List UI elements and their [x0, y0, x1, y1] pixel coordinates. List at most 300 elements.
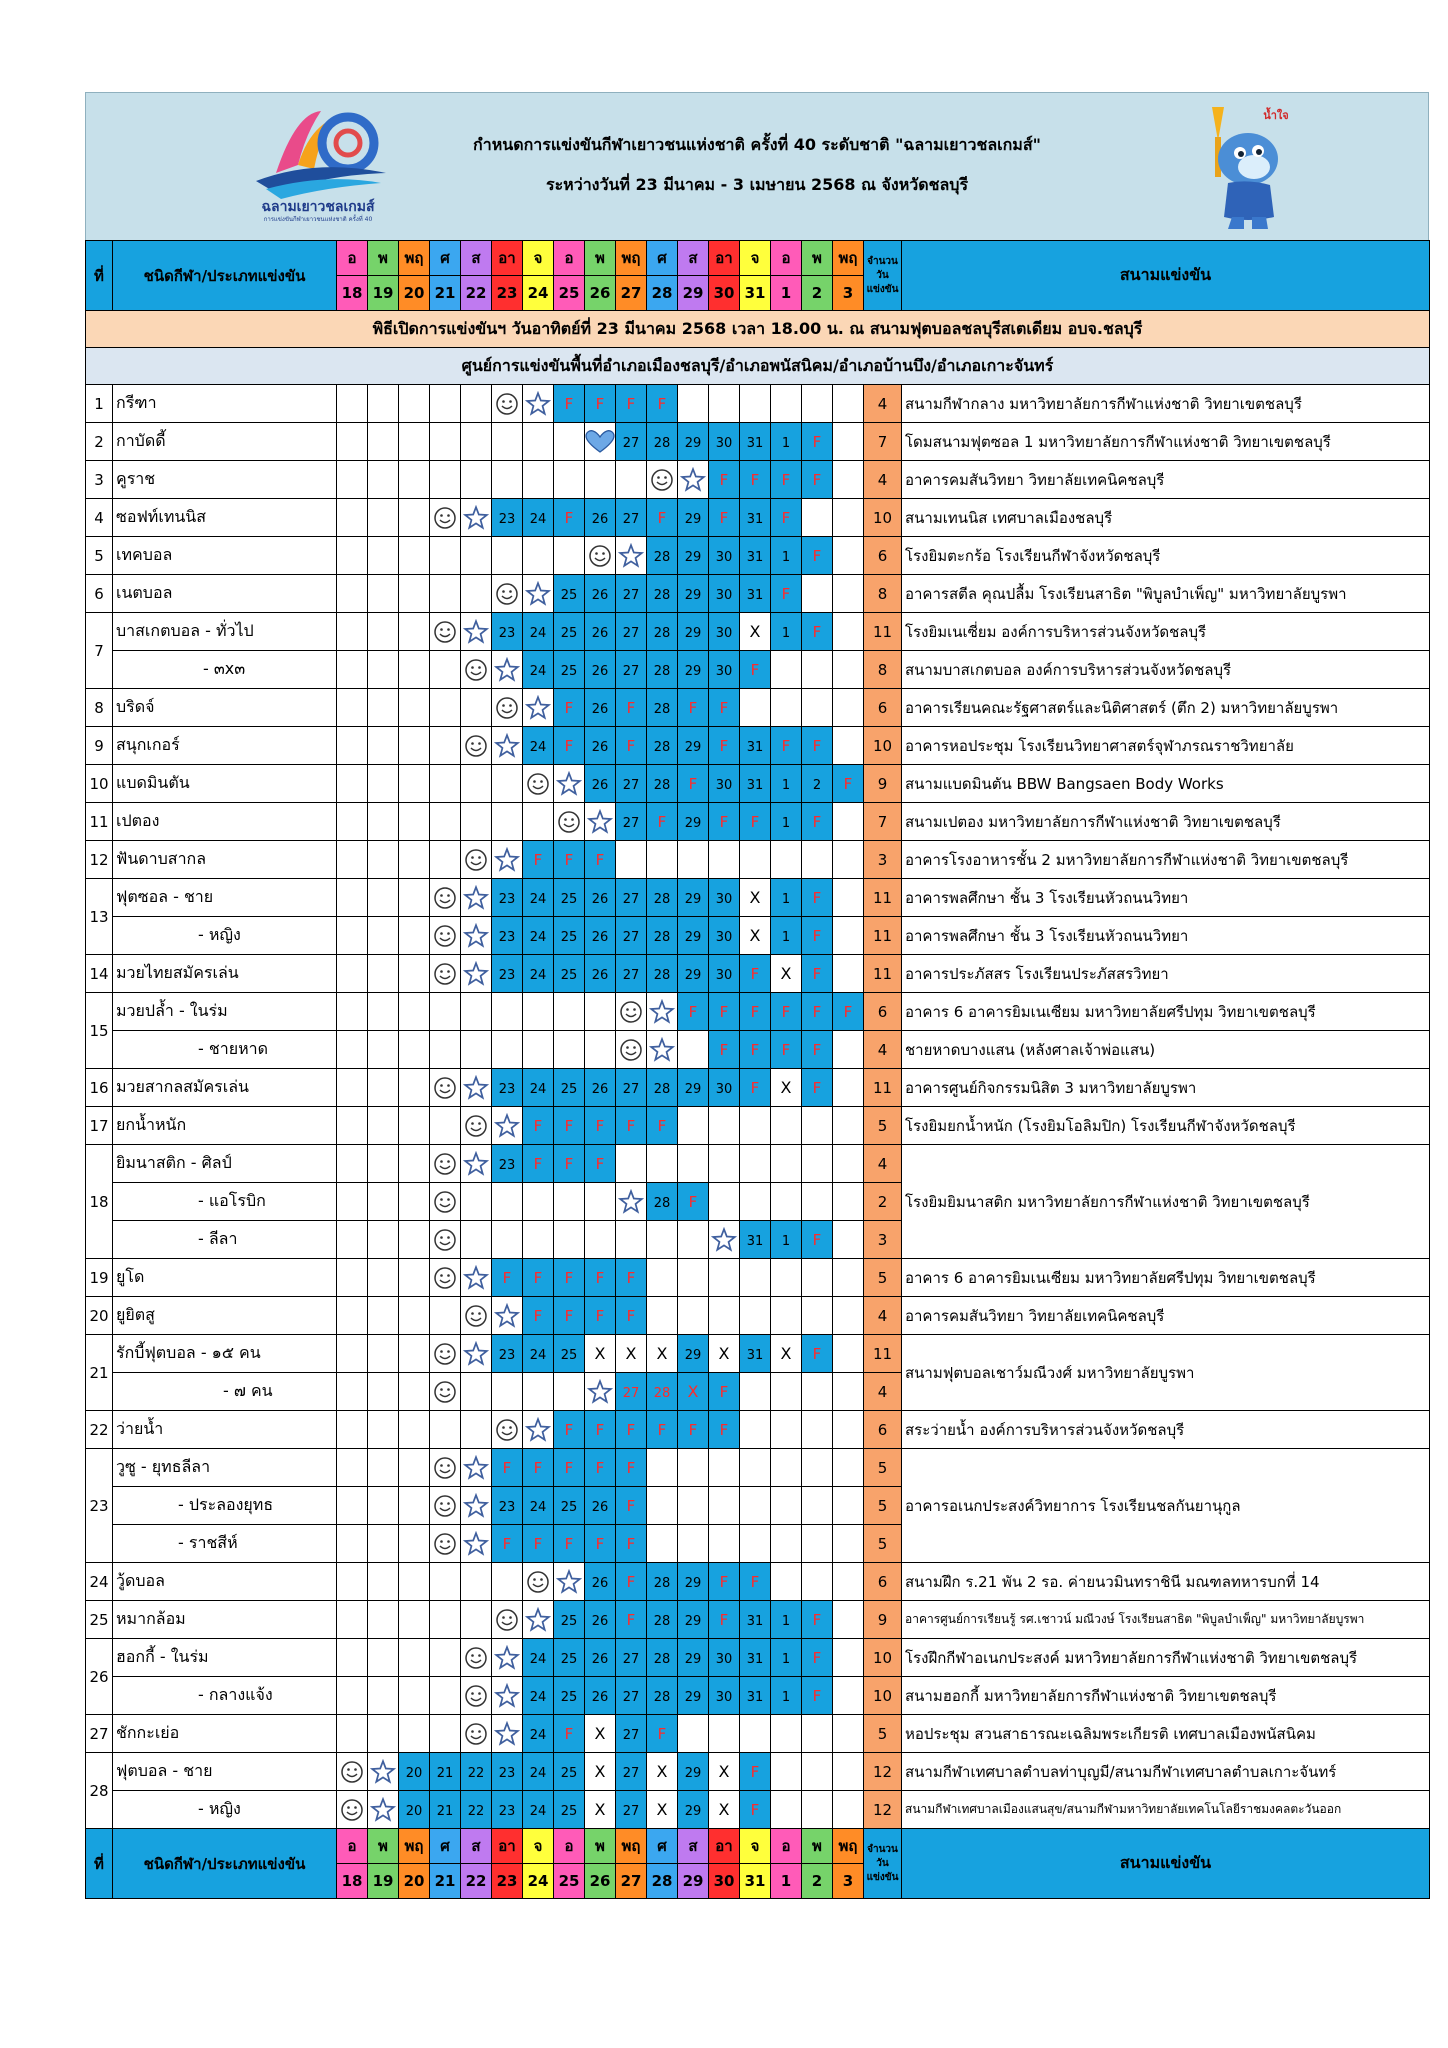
day-cell: [337, 1487, 368, 1525]
rest-mark: X: [718, 1762, 730, 1781]
start-day-cell: [492, 1639, 523, 1677]
day-cell: [616, 1563, 647, 1601]
day-cell: [523, 1031, 554, 1069]
day-cell: [802, 385, 833, 423]
competition-day: 31: [746, 777, 764, 793]
start-day-cell: [585, 1373, 616, 1411]
competition-day: 21: [436, 1765, 454, 1781]
day-cell: [368, 461, 399, 499]
final-mark: F: [750, 1002, 760, 1021]
competition-day: 28: [653, 929, 671, 945]
day-cell: [461, 1563, 492, 1601]
day-cell: [399, 1297, 430, 1335]
competition-day: 23: [498, 1499, 516, 1515]
header: [85, 92, 1429, 240]
competition-day: 24: [529, 967, 547, 983]
competition-day-count: 6: [864, 1563, 902, 1601]
day-cell: [585, 1221, 616, 1259]
final-mark: F: [657, 1420, 667, 1439]
day-cell: [585, 1791, 616, 1829]
day-cell: [523, 537, 554, 575]
day-cell: [399, 613, 430, 651]
final-mark: F: [502, 1534, 512, 1553]
day-cell: [492, 1373, 523, 1411]
day-cell: [833, 385, 864, 423]
date-cell: 21: [430, 1864, 461, 1899]
star-icon: [463, 505, 489, 531]
day-cell: [554, 1677, 585, 1715]
day-cell: [461, 1221, 492, 1259]
day-cell: [771, 993, 802, 1031]
day-cell: [554, 1601, 585, 1639]
day-cell: [833, 917, 864, 955]
competition-day: 28: [653, 549, 671, 565]
day-cell: [399, 1791, 430, 1829]
smiley-icon: [433, 1228, 457, 1252]
day-cell: [585, 1525, 616, 1563]
day-cell: [678, 1791, 709, 1829]
day-cell: [740, 1069, 771, 1107]
day-cell: [678, 993, 709, 1031]
day-cell: [678, 841, 709, 879]
day-cell: [461, 1031, 492, 1069]
day-cell: [430, 651, 461, 689]
day-cell: [554, 651, 585, 689]
rest-mark: X: [656, 1762, 668, 1781]
day-cell: [709, 1373, 740, 1411]
competition-day: 23: [498, 511, 516, 527]
date-cell: 26: [585, 276, 616, 311]
sport-name: ยูโด: [113, 1259, 337, 1297]
rest-mark: X: [625, 1344, 637, 1363]
day-cell: [523, 499, 554, 537]
day-cell: [833, 1449, 864, 1487]
smiley-icon: [464, 734, 488, 758]
day-cell: [709, 1487, 740, 1525]
day-cell: [368, 1183, 399, 1221]
day-cell: [399, 461, 430, 499]
day-cell: [523, 651, 554, 689]
day-cell: [616, 1791, 647, 1829]
day-cell: [647, 1791, 678, 1829]
day-cell: [616, 1753, 647, 1791]
sport-name: - ประลองยุทธ: [113, 1487, 337, 1525]
venue-name: สนามกีฬากลาง มหาวิทยาลัยการกีฬาแห่งชาติ วิทยาเขตชลบุรี: [902, 385, 1430, 423]
competition-day: 25: [560, 1081, 578, 1097]
smiley-icon: [495, 1418, 519, 1442]
start-day-cell: [647, 1031, 678, 1069]
final-mark: F: [719, 508, 729, 527]
competition-day-count: 5: [864, 1449, 902, 1487]
day-cell: [554, 689, 585, 727]
final-mark: F: [595, 1154, 605, 1173]
day-cell: [833, 1601, 864, 1639]
day-cell: [337, 613, 368, 651]
competition-day: 24: [529, 1689, 547, 1705]
day-cell: [399, 575, 430, 613]
day-cell: [616, 765, 647, 803]
day-cell: [492, 1449, 523, 1487]
day-cell: [399, 537, 430, 575]
day-cell: [430, 1031, 461, 1069]
day-cell: [616, 575, 647, 613]
competition-day: 28: [653, 739, 671, 755]
table-row: [86, 1449, 1430, 1487]
day-cell: [709, 1715, 740, 1753]
day-cell: [709, 1069, 740, 1107]
opening-day-cell: [492, 689, 523, 727]
competition-day: 25: [560, 1651, 578, 1667]
final-mark: F: [626, 1458, 636, 1477]
star-icon: [463, 885, 489, 911]
weekday-cell: พฤ: [399, 241, 430, 276]
day-cell: [523, 1069, 554, 1107]
sport-name: - หญิง: [113, 1791, 337, 1829]
competition-day: 27: [622, 1385, 640, 1401]
opening-day-cell: [554, 803, 585, 841]
competition-day-count: 10: [864, 499, 902, 537]
day-cell: [523, 1677, 554, 1715]
page-title: กำหนดการแข่งขันกีฬาเยาวชนแห่งชาติ ครั้งที่ 40 ระดับชาติ "ฉลามเยาวชลเกมส์": [473, 135, 1041, 154]
start-day-cell: [709, 1221, 740, 1259]
day-cell: [616, 1259, 647, 1297]
day-cell: [430, 727, 461, 765]
opening-day-cell: [430, 1449, 461, 1487]
venue-name: อาคารประภัสสร โรงเรียนประภัสสรวิทยา: [902, 955, 1430, 993]
date-cell: 30: [709, 276, 740, 311]
day-cell: [802, 1791, 833, 1829]
day-cell: [492, 613, 523, 651]
day-cell: [492, 1031, 523, 1069]
day-cell: [523, 1639, 554, 1677]
day-cell: [740, 1107, 771, 1145]
table-row: [86, 803, 1430, 841]
day-cell: [833, 1031, 864, 1069]
day-cell: [616, 955, 647, 993]
day-cell: [647, 917, 678, 955]
star-icon: [494, 733, 520, 759]
sport-name: - กลางแจ้ง: [113, 1677, 337, 1715]
venue-name: อาคารศูนย์การเรียนรู้ รศ.เชาวน์ มณีวงษ์ โรงเรียนสาธิต "พิบูลบำเพ็ญ" มหาวิทยาลัยบูรพา: [902, 1601, 1430, 1639]
date-cell: 3: [833, 1864, 864, 1899]
day-cell: [554, 1069, 585, 1107]
day-cell: [554, 841, 585, 879]
date-cell: 27: [616, 276, 647, 311]
venue-name: อาคารพลศึกษา ชั้น 3 โรงเรียนหัวถนนวิทยา: [902, 917, 1430, 955]
competition-day: 30: [715, 1689, 733, 1705]
day-cell: [647, 575, 678, 613]
competition-day: 28: [653, 625, 671, 641]
competition-day: 24: [529, 1803, 547, 1819]
start-day-cell: [523, 1601, 554, 1639]
sport-name: - หญิง: [113, 917, 337, 955]
day-cell: [523, 423, 554, 461]
day-cell: [678, 1677, 709, 1715]
weekday-cell: จ: [523, 241, 554, 276]
day-cell: [368, 537, 399, 575]
table-row: [86, 1259, 1430, 1297]
day-cell: [709, 917, 740, 955]
row-number: 19: [86, 1259, 113, 1297]
competition-day: 30: [715, 435, 733, 451]
competition-day-count: 4: [864, 1031, 902, 1069]
day-cell: [678, 1715, 709, 1753]
day-cell: [833, 1563, 864, 1601]
day-cell: [616, 841, 647, 879]
svg-text:น้ำใจ: น้ำใจ: [1263, 109, 1289, 122]
final-mark: F: [626, 1116, 636, 1135]
day-cell: [833, 1335, 864, 1373]
start-day-cell: [461, 1525, 492, 1563]
day-cell: [368, 1525, 399, 1563]
competition-day-count: 5: [864, 1715, 902, 1753]
day-cell: [368, 1487, 399, 1525]
start-day-cell: [461, 1335, 492, 1373]
opening-day-cell: [430, 1525, 461, 1563]
day-cell: [492, 955, 523, 993]
day-cell: [647, 537, 678, 575]
day-cell: [709, 727, 740, 765]
star-icon: [463, 1265, 489, 1291]
final-mark: F: [533, 1458, 543, 1477]
competition-day: 28: [653, 891, 671, 907]
competition-day: 28: [653, 1385, 671, 1401]
day-cell: [585, 1411, 616, 1449]
day-cell: [802, 1221, 833, 1259]
date-cell: 18: [337, 1864, 368, 1899]
day-cell: [740, 1525, 771, 1563]
opening-day-cell: [337, 1791, 368, 1829]
table-row: [86, 955, 1430, 993]
rest-mark: X: [780, 1078, 792, 1097]
final-mark: F: [564, 736, 574, 755]
day-cell: [399, 955, 430, 993]
day-cell: [833, 955, 864, 993]
day-cell: [430, 1411, 461, 1449]
competition-day: 24: [529, 1727, 547, 1743]
competition-day: 28: [653, 1613, 671, 1629]
day-cell: [740, 1449, 771, 1487]
venue-name: อาคารอเนกประสงค์วิทยาการ โรงเรียนชลกันยานุกูล: [902, 1449, 1430, 1563]
day-cell: [771, 1297, 802, 1335]
weekday-cell: พ: [802, 241, 833, 276]
competition-day: 28: [653, 1195, 671, 1211]
day-cell: [337, 765, 368, 803]
day-cell: [802, 651, 833, 689]
date-cell: 20: [399, 1864, 430, 1899]
venue-name: สนามเปตอง มหาวิทยาลัยการกีฬาแห่งชาติ วิทยาเขตชลบุรี: [902, 803, 1430, 841]
day-cell: [399, 841, 430, 879]
competition-day-count: 10: [864, 727, 902, 765]
row-number: 4: [86, 499, 113, 537]
date-cell: 2: [802, 276, 833, 311]
venue-name: อาคาร 6 อาคารยิมเนเซียม มหาวิทยาลัยศรีปทุม วิทยาเขตชลบุรี: [902, 1259, 1430, 1297]
day-cell: [554, 1715, 585, 1753]
day-cell: [523, 1525, 554, 1563]
day-cell: [802, 461, 833, 499]
day-cell: [492, 917, 523, 955]
day-cell: [368, 1639, 399, 1677]
day-cell: [802, 1525, 833, 1563]
smiley-icon: [464, 1114, 488, 1138]
day-cell: [368, 1563, 399, 1601]
day-cell: [616, 1107, 647, 1145]
date-cell: 19: [368, 276, 399, 311]
date-cell: 20: [399, 276, 430, 311]
day-cell: [492, 803, 523, 841]
final-mark: F: [750, 1800, 760, 1819]
day-cell: [554, 879, 585, 917]
day-cell: [585, 575, 616, 613]
final-mark: F: [626, 1534, 636, 1553]
final-mark: F: [688, 698, 698, 717]
day-cell: [399, 1259, 430, 1297]
start-day-cell: [461, 1069, 492, 1107]
sport-name: เปตอง: [113, 803, 337, 841]
final-mark: F: [564, 394, 574, 413]
day-cell: [585, 1677, 616, 1715]
date-cell: 31: [740, 1864, 771, 1899]
star-icon: [494, 1645, 520, 1671]
day-cell: [430, 385, 461, 423]
competition-day-count: 4: [864, 385, 902, 423]
day-cell: [709, 423, 740, 461]
start-day-cell: [647, 993, 678, 1031]
day-cell: [492, 765, 523, 803]
day-cell: [678, 537, 709, 575]
day-cell: [647, 879, 678, 917]
date-cell: 31: [740, 276, 771, 311]
table-row: [86, 1107, 1430, 1145]
competition-day: 1: [781, 1233, 791, 1249]
day-cell: [399, 803, 430, 841]
day-cell: [430, 461, 461, 499]
day-cell: [833, 1183, 864, 1221]
day-cell: [554, 537, 585, 575]
competition-day: 27: [622, 1651, 640, 1667]
star-icon: [494, 1303, 520, 1329]
competition-day-count: 9: [864, 1601, 902, 1639]
day-cell: [647, 1107, 678, 1145]
weekday-cell: อ: [554, 1829, 585, 1864]
smiley-icon: [433, 886, 457, 910]
competition-day: 25: [560, 587, 578, 603]
banner-opening: [86, 311, 1430, 348]
day-cell: [616, 1525, 647, 1563]
day-cell: [802, 1487, 833, 1525]
competition-day: 29: [684, 625, 702, 641]
smiley-icon: [433, 1190, 457, 1214]
sport-name: ยกน้ำหนัก: [113, 1107, 337, 1145]
day-cell: [647, 1525, 678, 1563]
weekday-cell: พ: [802, 1829, 833, 1864]
day-cell: [771, 1031, 802, 1069]
competition-day: 28: [653, 435, 671, 451]
weekday-cell: อ: [337, 1829, 368, 1864]
day-cell: [802, 1639, 833, 1677]
final-mark: F: [595, 1306, 605, 1325]
final-mark: F: [812, 470, 822, 489]
competition-day: 27: [622, 1803, 640, 1819]
sport-name: ยูยิตสู: [113, 1297, 337, 1335]
final-mark: F: [564, 850, 574, 869]
row-number: 8: [86, 689, 113, 727]
day-cell: [554, 1183, 585, 1221]
start-day-cell: [461, 1145, 492, 1183]
day-cell: [554, 1297, 585, 1335]
day-cell: [802, 727, 833, 765]
table-row: [86, 1791, 1430, 1829]
day-cell: [647, 651, 678, 689]
final-mark: F: [533, 1268, 543, 1287]
final-mark: F: [502, 1458, 512, 1477]
smiley-icon: [650, 468, 674, 492]
day-cell: [678, 1031, 709, 1069]
star-icon: [463, 1531, 489, 1557]
day-cell: [616, 1335, 647, 1373]
day-cell: [647, 803, 678, 841]
final-mark: F: [595, 1534, 605, 1553]
day-cell: [399, 689, 430, 727]
start-day-cell: [523, 575, 554, 613]
competition-day: 27: [622, 1689, 640, 1705]
venue-name: สนามฝึก ร.21 พัน 2 รอ. ค่ายนวมินทราชินี มณฑลทหารบกที่ 14: [902, 1563, 1430, 1601]
competition-day: 22: [467, 1765, 485, 1781]
weekday-cell: จ: [740, 241, 771, 276]
star-icon: [463, 1341, 489, 1367]
start-day-cell: [523, 689, 554, 727]
row-number: 3: [86, 461, 113, 499]
day-cell: [430, 1297, 461, 1335]
date-cell: 29: [678, 1864, 709, 1899]
day-cell: [740, 575, 771, 613]
day-cell: [678, 1411, 709, 1449]
start-day-cell: [492, 727, 523, 765]
date-cell: 1: [771, 276, 802, 311]
day-cell: [771, 1715, 802, 1753]
day-cell: [740, 727, 771, 765]
day-cell: [523, 1259, 554, 1297]
day-cell: [585, 613, 616, 651]
day-cell: [492, 1335, 523, 1373]
day-cell: [802, 423, 833, 461]
final-mark: F: [812, 1610, 822, 1629]
star-icon: [463, 1493, 489, 1519]
final-mark: F: [626, 1306, 636, 1325]
day-cell: [740, 1145, 771, 1183]
day-cell: [585, 1335, 616, 1373]
day-cell: [678, 575, 709, 613]
table-row: [86, 1715, 1430, 1753]
day-cell: [337, 461, 368, 499]
final-mark: F: [626, 394, 636, 413]
competition-day: 29: [684, 1803, 702, 1819]
competition-day: 30: [715, 587, 733, 603]
opening-day-cell: [492, 575, 523, 613]
day-cell: [368, 423, 399, 461]
table-row: [86, 1335, 1430, 1373]
day-cell: [647, 955, 678, 993]
start-day-cell: [461, 879, 492, 917]
day-cell: [802, 803, 833, 841]
day-cell: [709, 803, 740, 841]
sport-name: บาสเกตบอล - ทั่วไป: [113, 613, 337, 651]
sport-name: ฮอกกี้ - ในร่ม: [113, 1639, 337, 1677]
day-cell: [337, 1601, 368, 1639]
day-cell: [802, 537, 833, 575]
day-cell: [337, 651, 368, 689]
final-mark: F: [812, 1686, 822, 1705]
